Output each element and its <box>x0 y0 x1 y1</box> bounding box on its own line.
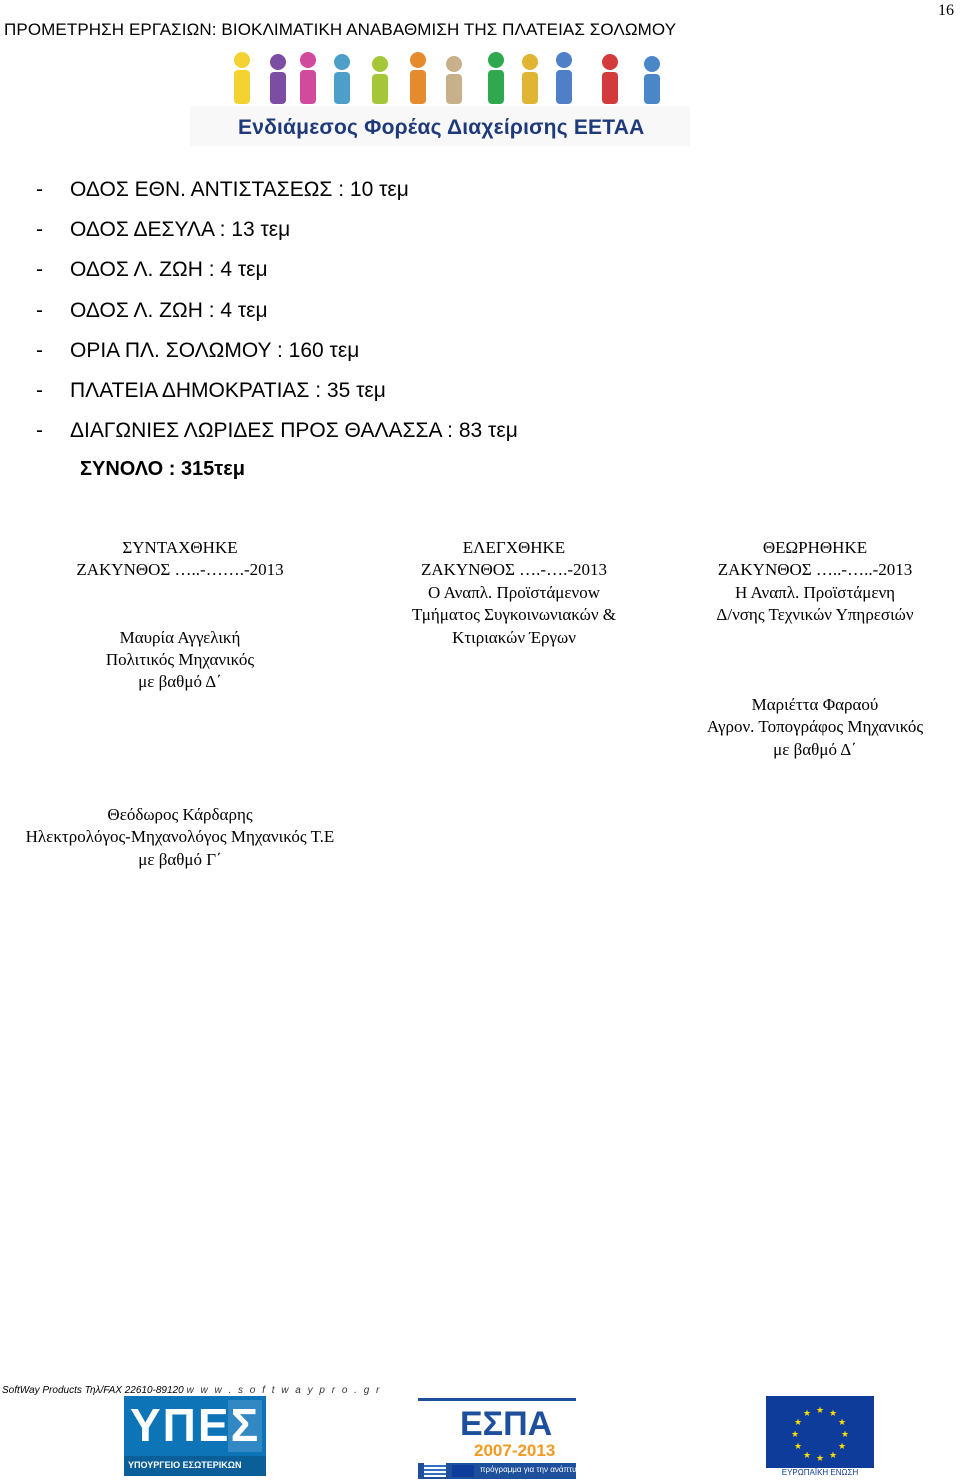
list-item: - ΟΡΙΑ ΠΛ. ΣΟΛΩΜΟΥ : 160 τεμ <box>36 338 360 362</box>
signature-role: Αγρον. Τοπογράφος Μηχανικός <box>706 717 924 737</box>
svg-text:★: ★ <box>837 1442 847 1452</box>
quantity-list <box>36 176 518 457</box>
list-item: - ΟΔΟΣ Λ. ΖΩΗ : 4 τεμ <box>36 258 268 282</box>
banner-image <box>190 50 690 150</box>
ypes-logo <box>124 1396 266 1476</box>
signature-approved <box>670 537 960 761</box>
signature-line: Κτιριακών Έργων <box>452 627 576 647</box>
signature-compiled <box>40 537 320 694</box>
svg-text:★: ★ <box>793 1418 803 1428</box>
svg-text:★: ★ <box>840 1430 850 1440</box>
espa-logo-years: 2007-2013 <box>474 1441 556 1460</box>
list-item: - ΠΛΑΤΕΙΑ ΔΗΜΟΚΡΑΤΙΑΣ : 35 τεμ <box>36 378 386 402</box>
svg-text:★: ★ <box>802 1409 812 1419</box>
signature-line: Τμήματος Συγκοινωνιακών & <box>412 605 616 625</box>
footer-company <box>2 1385 381 1396</box>
signature-role: Πολιτικός Μηχανικός <box>105 650 255 669</box>
list-item: - ΟΔΟΣ Λ. ΖΩΗ : 4 τεμ <box>36 298 268 322</box>
signature-line: Δ/νσης Τεχνικών Υπηρεσιών <box>716 605 914 625</box>
total-label: ΣΥΝΟΛΟ : 315τεμ <box>80 458 245 480</box>
signature-place-date: ΖΑΚΥΝΘΟΣ …..-…….-2013 <box>76 560 284 580</box>
greek-flag-icon <box>424 1463 446 1477</box>
signature-place-date: ΖΑΚΥΝΘΟΣ ….-….-2013 <box>420 560 607 580</box>
eu-logo <box>766 1396 874 1478</box>
signature-line: Η Αναπλ. Προϊστάμενη <box>734 582 896 602</box>
signature-name: Θεόδωρος Κάρδαρης <box>107 805 253 824</box>
header-title: ΠΡΟΜΕΤΡΗΣΗ ΕΡΓΑΣΙΩΝ: ΒΙΟΚΛΙΜΑΤΙΚΗ ΑΝΑΒΑΘΜΙΣΗ ΤΗΣ ΠΛΑΤΕΙΑΣ ΣΟΛΩΜΟΥ <box>4 20 677 39</box>
eu-stars-icon <box>766 1396 874 1468</box>
signature-second-compiler <box>0 804 360 871</box>
signature-title: ΣΥΝΤΑΧΘΗΚΕ <box>122 538 238 557</box>
eu-flag-icon <box>452 1465 474 1477</box>
signature-checked <box>364 537 664 649</box>
eu-logo-caption: ΕΥΡΩΠΑΪΚΗ ΕΝΩΣΗ <box>781 1468 859 1477</box>
signature-place-date: ΖΑΚΥΝΘΟΣ …..-…..-2013 <box>717 560 913 580</box>
svg-text:★: ★ <box>802 1451 812 1461</box>
signature-title: ΘΕΩΡΗΘΗΚΕ <box>762 538 868 557</box>
signature-grade: με βαθμό Δ΄ <box>138 672 222 692</box>
svg-text:★: ★ <box>815 1406 825 1416</box>
svg-text:★: ★ <box>837 1418 847 1428</box>
svg-text:★: ★ <box>793 1442 803 1452</box>
svg-text:★: ★ <box>828 1409 838 1419</box>
espa-logo <box>418 1398 585 1481</box>
signature-name: Μαριέττα Φαραού <box>751 694 879 714</box>
page-number: 16 <box>938 2 954 19</box>
ypes-logo-caption: ΥΠΟΥΡΓΕΙΟ ΕΣΩΤΕΡΙΚΩΝ <box>128 1460 242 1470</box>
signature-grade: με βαθμό Δ΄ <box>773 739 857 759</box>
signature-grade: με βαθμό Γ΄ <box>138 849 222 869</box>
list-item: - ΟΔΟΣ ΔΕΣΥΛΑ : 13 τεμ <box>36 218 291 242</box>
svg-text:★: ★ <box>828 1451 838 1461</box>
list-item: - ΔΙΑΓΩΝΙΕΣ ΛΩΡΙΔΕΣ ΠΡΟΣ ΘΑΛΑΣΣΑ : 83 τεμ <box>36 419 518 443</box>
banner-text: Ενδιάμεσος Φορέας Διαχείρισης ΕΕΤΑΑ <box>238 116 645 139</box>
company-website: w w w . s o f t w a y p r o . g r <box>186 1385 382 1396</box>
svg-text:★: ★ <box>790 1430 800 1440</box>
ypes-logo-text: ΥΠΕΣ <box>130 1399 261 1451</box>
list-item: - ΟΔΟΣ ΕΘΝ. ΑΝΤΙΣΤΑΣΕΩΣ : 10 τεμ <box>36 178 409 201</box>
signature-line: Ο Αναπλ. Προϊστάμενοw <box>428 582 600 602</box>
signature-role: Ηλεκτρολόγος-Μηχανολόγος Μηχανικός Τ.Ε <box>25 827 335 847</box>
company-contact: SoftWay Products Τηλ/FAX 22610-89120 <box>2 1385 184 1396</box>
signature-title: ΕΛΕΓΧΘΗΚΕ <box>462 538 566 557</box>
svg-text:★: ★ <box>815 1454 825 1464</box>
signature-name: Μαυρία Αγγελική <box>119 627 241 647</box>
espa-logo-caption: πρόγραμμα για την ανάπτυξη <box>480 1465 585 1474</box>
espa-logo-text: ΕΣΠΑ <box>460 1405 553 1443</box>
